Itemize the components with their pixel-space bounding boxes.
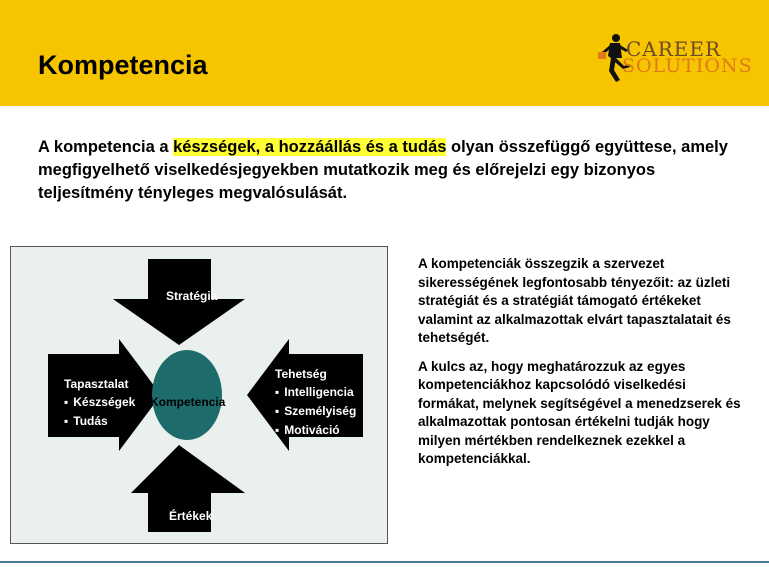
side-paragraph-1: A kompetenciák összegzik a szervezet sikerességének legfontosabb tényezőit: az üzleti stratégiát és a stratégiát támogató értékeket valamint az alkalmazottak elvárt tapasztalatait és tehetségét. — [418, 256, 731, 345]
strategy-label: Stratégia — [166, 289, 218, 303]
talent-heading: Tehetség — [275, 367, 327, 381]
list-item: ▪ Intelligencia — [275, 383, 356, 402]
page-title: Kompetencia — [38, 50, 208, 80]
list-item: ▪ Készségek — [64, 393, 135, 412]
competency-center-label: Kompetencia — [150, 395, 226, 409]
competency-diagram — [10, 246, 388, 544]
list-item: ▪ Személyiség — [275, 402, 356, 421]
list-item: ▪ Tudás — [64, 412, 135, 431]
intro-text-after: olyan összefüggő együttese, amely megfigyelhető viselkedésjegyekben mutatkozik meg és előrejelzi egy bizonyos teljesítmény tényleges megvalósulását. — [38, 138, 728, 202]
side-text — [418, 255, 748, 479]
intro-highlight: készségek, a hozzáállás és a tudás — [173, 138, 447, 156]
header-bar — [0, 0, 769, 108]
logo-solutions-text: SOLUTIONS — [622, 55, 753, 77]
experience-list — [64, 393, 135, 431]
intro-paragraph — [38, 136, 738, 205]
logo-career-text: CAREER — [626, 37, 722, 61]
intro-text-before: A kompetencia a — [38, 138, 174, 156]
values-label: Értékek — [169, 509, 213, 523]
career-solutions-logo — [596, 32, 756, 82]
experience-heading: Tapasztalat — [64, 377, 129, 391]
talent-list — [275, 383, 356, 440]
side-paragraph-2: A kulcs az, hogy meghatározzuk az egyes kompetenciákhoz kapcsolódó viselkedési formákat, melynek segítségével a menedzserek és alkalmazottak pontosan értékelni tudják hogy milyen mértékben rendelkeznek ezekkel a kompetenciákkal. — [418, 358, 741, 466]
list-item: ▪ Motiváció — [275, 421, 356, 440]
footer-divider — [0, 561, 769, 563]
